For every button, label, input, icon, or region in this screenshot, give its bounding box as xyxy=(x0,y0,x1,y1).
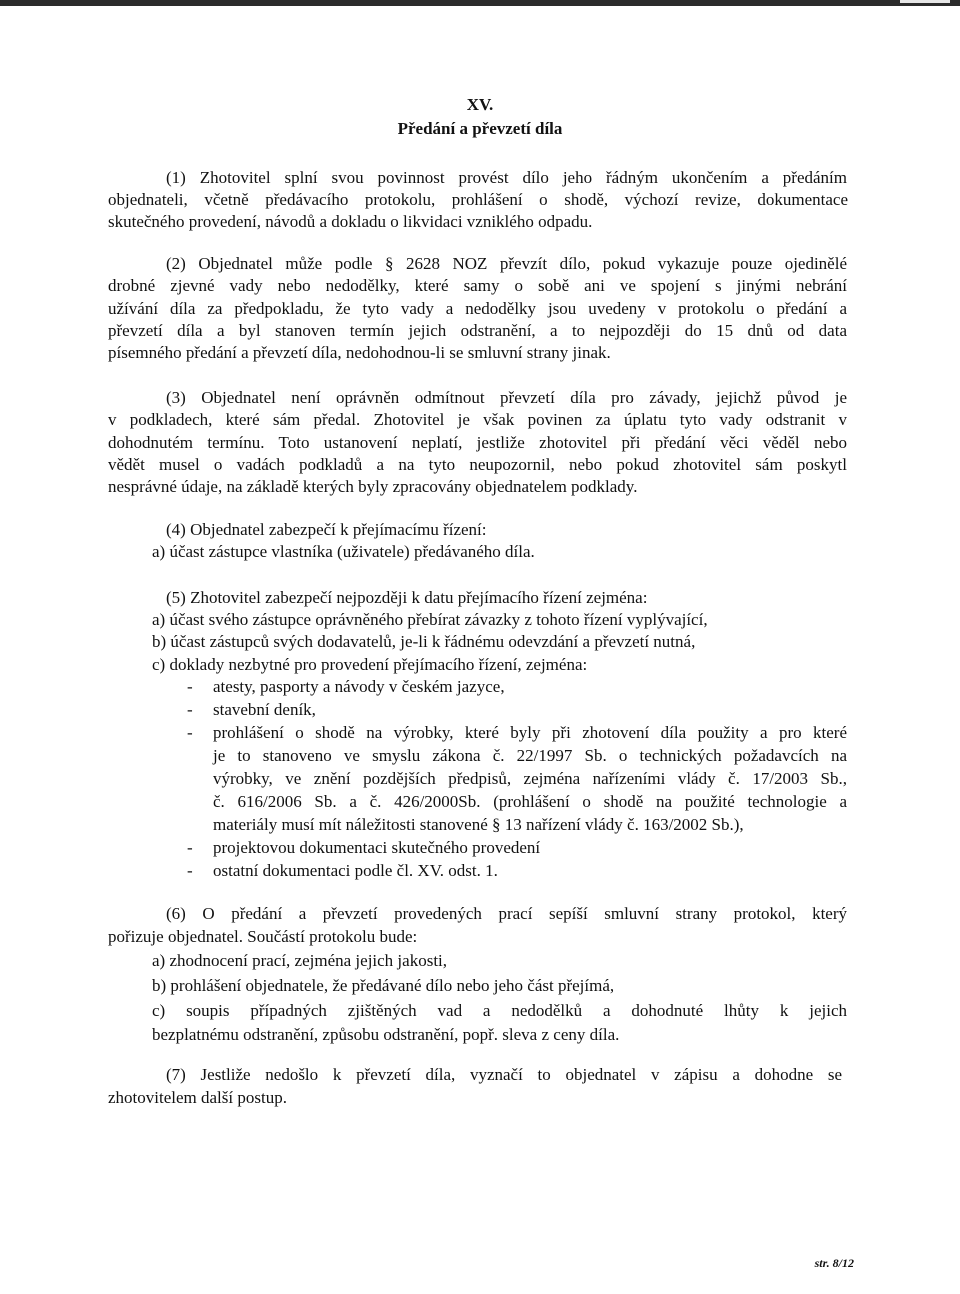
paragraph-line: skutečného provedení, návodů a dokladu o likvidaci vzniklého odpadu. xyxy=(108,212,593,231)
paragraph-line: dohodnutém termínu. Toto ustanovení neplatí, jestliže zhotovitel při předání věci věděl nebo xyxy=(108,433,847,452)
bullet-item-continuation: č. 616/2006 Sb. a č. 426/2000Sb. (prohlášení o shodě na použité technologie a xyxy=(213,792,847,811)
paragraph-line: pořizuje objednatel. Součástí protokolu bude: xyxy=(108,927,418,946)
paragraph-line: a) účast svého zástupce oprávněného přebírat závazky z tohoto řízení vyplývající, xyxy=(152,610,708,629)
bullet-dash: - xyxy=(187,700,193,719)
paragraph-line: objednateli, včetně předávacího protokolu, prohlášení o shodě, výchozí revize, dokumentace xyxy=(108,190,848,209)
paragraph-line: (2) Objednatel může podle § 2628 NOZ převzít dílo, pokud vykazuje pouze ojedinělé xyxy=(166,254,847,273)
paragraph-line: b) účast zástupců svých dodavatelů, je-li k řádnému odevzdání a převzetí nutná, xyxy=(152,632,696,651)
paragraph-line: vědět musel o vadách podkladů a na tyto neupozornil, nebo pokud zhotovitel sám poskytl xyxy=(108,455,847,474)
section-title: Předání a převzetí díla xyxy=(397,119,563,138)
bullet-dash: - xyxy=(187,838,193,857)
bullet-item: prohlášení o shodě na výrobky, které byly při zhotovení díla použity a pro které xyxy=(213,723,847,742)
paragraph-line: v podkladech, které sám předal. Zhotovitel je však povinen za úplatu tyto vady odstranit v xyxy=(108,410,847,429)
bullet-item: atesty, pasporty a návody v českém jazyce, xyxy=(213,677,505,696)
paragraph-line: bezplatnému odstranění, způsobu odstranění, popř. sleva z ceny díla. xyxy=(152,1025,620,1044)
paragraph-line: (1) Zhotovitel splní svou povinnost provést dílo jeho řádným ukončením a předáním xyxy=(166,168,847,187)
paragraph-line: a) zhodnocení prací, zejména jejich jakosti, xyxy=(152,951,448,970)
bullet-item: projektovou dokumentaci skutečného provedení xyxy=(213,838,541,857)
bullet-item: ostatní dokumentaci podle čl. XV. odst. 1. xyxy=(213,861,498,880)
paragraph-line: převzetí díla a byl stanoven termín jejich odstranění, a to nejpozději do 15 dnů od data xyxy=(108,321,847,340)
paragraph-line: (3) Objednatel není oprávněn odmítnout převzetí díla pro závady, jejichž původ je xyxy=(166,388,847,407)
paragraph-line: (5) Zhotovitel zabezpečí nejpozději k datu přejímacího řízení zejména: xyxy=(166,588,648,607)
paragraph-line: a) účast zástupce vlastníka (uživatele) předávaného díla. xyxy=(152,542,535,561)
paragraph-line: zhotovitelem další postup. xyxy=(108,1088,287,1107)
paragraph-line: drobné zjevné vady nebo nedodělky, které samy o sobě ani ve spojení s jinými nebrání xyxy=(108,276,847,295)
paragraph-line: b) prohlášení objednatele, že předávané dílo nebo jeho část přejímá, xyxy=(152,976,615,995)
bullet-item-continuation: je to stanoveno ve smyslu zákona č. 22/1997 Sb. o technických požadavcích na xyxy=(213,746,847,765)
paragraph-line: (4) Objednatel zabezpečí k přejímacímu řízení: xyxy=(166,520,487,539)
bullet-dash: - xyxy=(187,677,193,696)
paragraph-line: (6) O předání a převzetí provedených prací sepíší smluvní strany protokol, který xyxy=(166,904,847,923)
paragraph-line: užívání díla za předpokladu, že tyto vady a nedodělky jsou uvedeny v protokolu o předání a xyxy=(108,299,847,318)
bullet-dash: - xyxy=(187,723,193,742)
section-number: XV. xyxy=(466,95,494,114)
paragraph-line: c) soupis případných zjištěných vad a nedodělků a dohodnuté lhůty k jejich xyxy=(152,1001,847,1020)
paragraph-line: c) doklady nezbytné pro provedení přejímacího řízení, zejména: xyxy=(152,655,588,674)
page-number: str. 8/12 xyxy=(814,1256,854,1270)
paragraph-line: nesprávné údaje, na základě kterých byly zpracovány objednatelem podklady. xyxy=(108,477,638,496)
paragraph-line: (7) Jestliže nedošlo k převzetí díla, vyznačí to objednatel v zápisu a dohodne se xyxy=(166,1065,842,1084)
bullet-item-continuation: výrobky, ve znění pozdějších předpisů, zejména nařízeními vlády č. 17/2003 Sb., xyxy=(213,769,847,788)
bullet-item: stavební deník, xyxy=(213,700,316,719)
bullet-item-continuation: materiály musí mít náležitosti stanovené § 13 nařízení vlády č. 163/2002 Sb.), xyxy=(213,815,744,834)
paragraph-line: písemného předání a převzetí díla, nedohodnou-li se smluvní strany jinak. xyxy=(108,343,611,362)
bullet-dash: - xyxy=(187,861,193,880)
